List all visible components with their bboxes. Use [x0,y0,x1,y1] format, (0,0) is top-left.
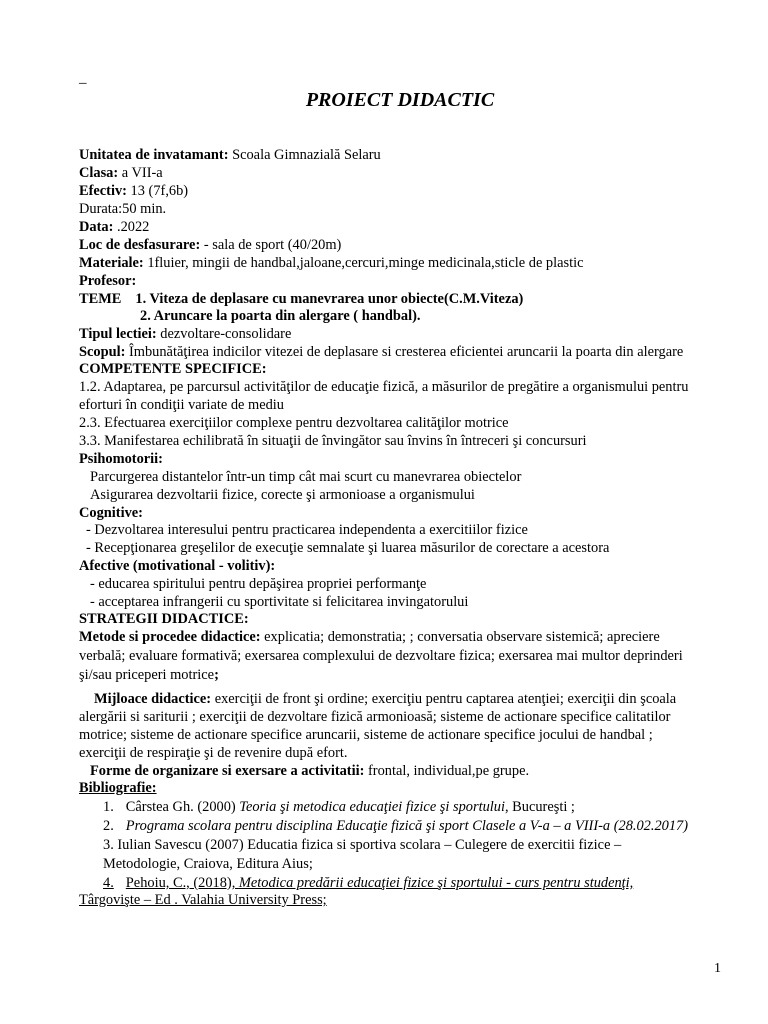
afective-1: - educarea spiritului pentru depăşirea propriei performanţe [90,576,427,592]
info-efectiv: Efectiv: 13 (7f,6b) [79,183,189,199]
competenta-1-2-cont: eforturi în condiţii variate de mediu [79,397,284,413]
info-clasa: Clasa: a VII-a [79,165,163,181]
cognitive-2: - Recepţionarea greşelilor de execuţie semnalate şi luarea măsurilor de corectare a acestora [86,540,610,556]
cognitive-heading: Cognitive: [79,505,143,521]
metode-line-1: Metode si procedee didactice: explicatia; demonstratia; ; conversatia observare sistemică; apreciere [79,629,660,645]
metode-line-3: şi/sau priceperi motrice; [79,667,219,683]
tipul-lectiei: Tipul lectiei: dezvoltare-consolidare [79,326,292,342]
bibliografie-item-3: 3. Iulian Savescu (2007) Educatia fizica si sportiva scolara – Culegere de exercitii fizice – [103,837,622,853]
mijloace-line-4: exerciţii de respiraţie şi de revenire după efort. [79,745,348,761]
bibliografie-item-2: 2. Programa scolara pentru disciplina Educaţie fizică şi sport Clasele a V-a – a VIII-a (28.02.2017) [103,818,689,834]
info-loc: Loc de desfasurare: - sala de sport (40/20m) [79,237,342,253]
cognitive-1: - Dezvoltarea interesului pentru practicarea independenta a exercitiilor fizice [86,522,528,538]
info-materiale: Materiale: 1fluier, mingii de handbal,jaloane,cercuri,minge medicinala,sticle de plastic [79,255,584,271]
teme-line-2: 2. Aruncare la poarta din alergare ( handbal). [140,308,421,324]
afective-heading: Afective (motivational - volitiv): [79,558,276,574]
competente-heading: COMPETENTE SPECIFICE: [79,361,267,377]
competenta-1-2: 1.2. Adaptarea, pe parcursul activităţilor de educaţie fizică, a măsurilor de pregătire a organismului pentru [79,379,689,395]
document-title: PROIECT DIDACTIC [305,89,495,111]
mijloace-line-2: alergării si sariturii ; exerciţii de dezvoltare fizică armonioasă; sisteme de actionare specifice calitatilor [79,709,671,725]
teme-line-1: TEME 1. Viteza de deplasare cu manevrarea unor obiecte(C.M.Viteza) [79,291,524,307]
bibliografie-item-4-cont: Târgovişte – Ed . Valahia University Press; [79,892,327,908]
bibliografie-item-3-cont: Metodologie, Craiova, Editura Aius; [103,856,313,872]
metode-line-2: verbală; evaluare formativă; exersarea complexului de dezvoltare fizica; exersarea mai multor deprinderi [79,648,683,664]
mijloace-line-3: motrice; sisteme de actionare specifice aruncarii, sisteme de actionare specifice jocului de handbal ; [79,727,653,743]
info-unitatea: Unitatea de invatamant: Scoala Gimnazială Selaru [79,147,381,163]
underscore-mark: _ [79,70,87,86]
competenta-3-3: 3.3. Manifestarea echilibrată în situaţii de învingător sau învins în întreceri şi concursuri [79,433,587,449]
info-profesor: Profesor: [79,273,137,289]
mijloace-line-1: Mijloace didactice: exerciţii de front şi ordine; exerciţiu pentru captarea atenţiei; exerciţii din şcoala [94,691,677,707]
forme-organizare: Forme de organizare si exersare a activitatii: frontal, individual,pe grupe. [90,763,530,779]
page-number: 1 [714,961,721,976]
strategii-heading: STRATEGII DIDACTICE: [79,611,249,627]
bibliografie-heading: Bibliografie: [79,780,157,796]
info-data: Data: .2022 [79,219,150,235]
scopul: Scopul: Îmbunătăţirea indicilor vitezei de deplasare si cresterea eficientei aruncarii la poarta din alergare [79,344,684,360]
psihomotorii-2: Asigurarea dezvoltarii fizice, corecte şi armonioase a organismului [90,487,475,503]
afective-2: - acceptarea infrangerii cu sportivitate si felicitarea invingatorului [90,594,469,610]
psihomotorii-1: Parcurgerea distantelor într-un timp cât mai scurt cu manevrarea obiectelor [90,469,522,485]
info-durata: Durata:50 min. [79,201,167,217]
psihomotorii-heading: Psihomotorii: [79,451,163,467]
competenta-2-3: 2.3. Efectuarea exerciţiilor complexe pentru dezvoltarea calităţilor motrice [79,415,509,431]
bibliografie-item-4: 4. Pehoiu, C., (2018), Metodica predării educaţiei fizice şi sportului - curs pentru studenţi, [103,875,634,891]
bibliografie-item-1: 1. Cârstea Gh. (2000) Teoria şi metodica educaţiei fizice şi sportului, Bucureşti ; [103,799,575,815]
